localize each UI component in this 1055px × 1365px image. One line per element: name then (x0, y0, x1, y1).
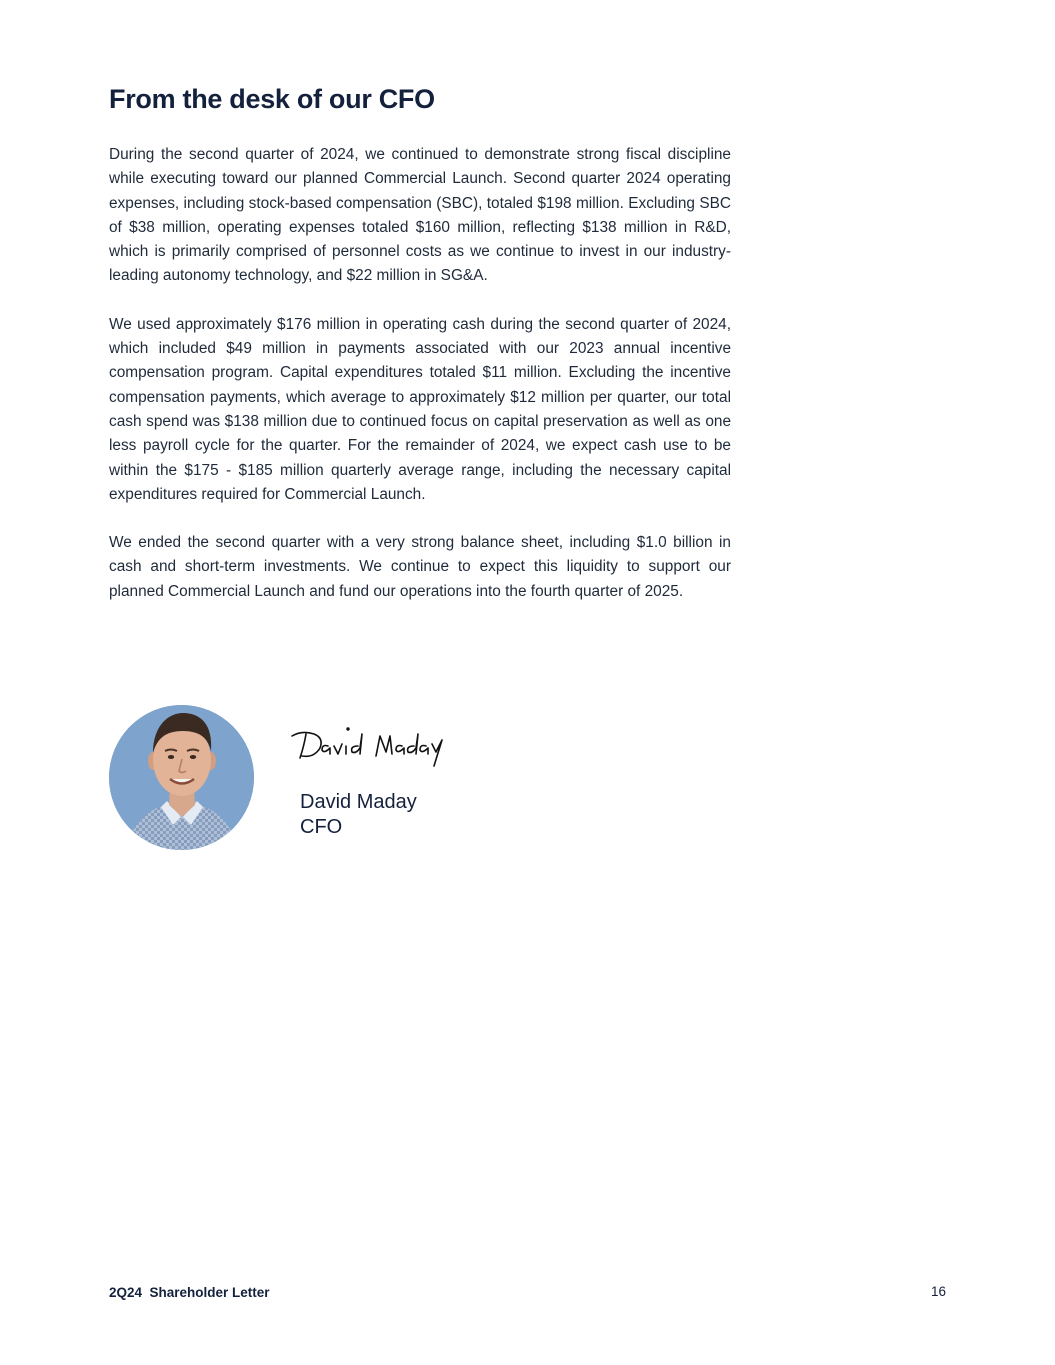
signer-title: CFO (300, 816, 343, 838)
letter-body (109, 143, 731, 628)
footer-document-label: 2Q24 Shareholder Letter (109, 1285, 270, 1300)
paragraph-balance-sheet: We ended the second quarter with a very strong balance sheet, including $1.0 billion in cash and short-term investments. We continue to expect this liquidity to support our planned Commercial Launch and fund our operations into the fourth quarter of 2025. (109, 534, 731, 600)
signer-name: David Maday (300, 791, 417, 813)
signer-block (300, 790, 417, 840)
handwritten-signature (288, 722, 448, 777)
paragraph-cash-usage: We used approximately $176 million in operating cash during the second quarter of 2024, which included $49 million in payments associated with our 2023 annual incentive compensation program. Capital expenditures totaled $11 million. Excluding the incentive compensation payments, which average to approximately $12 million per quarter, our total cash spend was $138 million due to continued focus on capital preservation as well as one less payroll cycle for the quarter. For the remainder of 2024, we expect cash use to be within the $175 - $185 million quarterly average range, including the necessary capital expenditures required for Commercial Launch. (109, 315, 731, 503)
cfo-portrait-photo (109, 705, 254, 850)
page-title: From the desk of our CFO (109, 84, 435, 114)
paragraph-operating-expenses: During the second quarter of 2024, we continued to demonstrate strong fiscal discipline while executing toward our planned Commercial Launch. Second quarter 2024 operating expenses, including stock-based compensation (SBC), totaled $198 million. Excluding SBC of $38 million, operating expenses totaled $160 million, reflecting $138 million in R&D, which is primarily comprised of personnel costs as we continue to invest in our industry-leading autonomy technology, and $22 million in SG&A. (109, 146, 731, 285)
footer-page-number: 16 (930, 1284, 946, 1299)
signature-drawing (288, 722, 448, 772)
portrait-illustration (109, 705, 254, 850)
